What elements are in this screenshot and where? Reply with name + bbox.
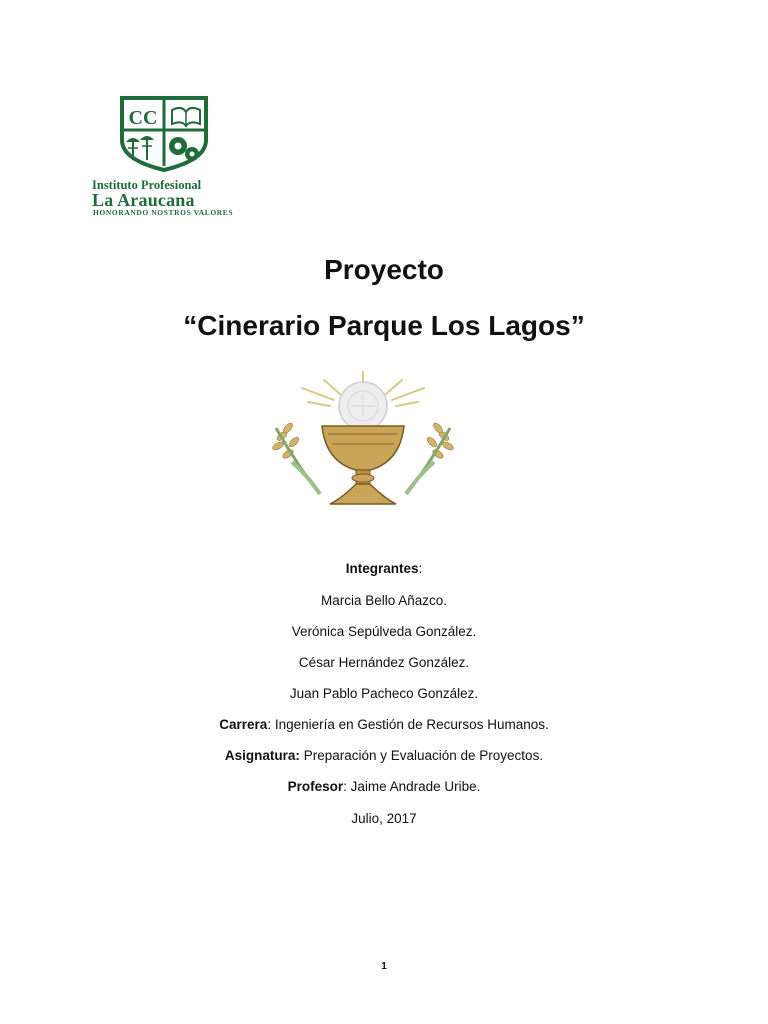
subject-value: Preparación y Evaluación de Proyectos. — [299, 748, 544, 763]
institution-logo — [92, 96, 240, 220]
subject-label: Asignatura: — [224, 748, 300, 763]
logo-institution-type: Instituto Profesional — [92, 178, 202, 192]
logo-motto: HONORANDO NOSTROS VALORES — [93, 208, 234, 217]
members-heading — [0, 561, 768, 576]
professor-label: Profesor — [287, 779, 344, 794]
professor-value: : Jaime Andrade Uribe. — [343, 779, 481, 794]
members-label: Integrantes — [345, 561, 419, 576]
member-name: Marcia Bello Añazco. — [320, 593, 448, 608]
subject-line — [0, 748, 768, 763]
chalice-icon — [258, 366, 468, 512]
document-title: Proyecto — [324, 254, 444, 285]
document-date: Julio, 2017 — [351, 811, 417, 826]
member-name: Juan Pablo Pacheco González. — [289, 686, 479, 701]
page-number: 1 — [381, 961, 387, 972]
career-line — [0, 717, 768, 732]
career-value: : Ingeniería en Gestión de Recursos Humanos. — [267, 717, 549, 732]
member-name: César Hernández González. — [298, 655, 470, 670]
svg-text:CC: CC — [128, 107, 158, 129]
professor-line — [0, 779, 768, 794]
member-name: Verónica Sepúlveda González. — [291, 624, 477, 639]
shield-icon — [120, 96, 208, 172]
project-name: “Cinerario Parque Los Lagos” — [183, 310, 585, 341]
career-label: Carrera — [219, 717, 268, 732]
members-label-colon: : — [418, 561, 423, 576]
logo-institution-name: La Araucana — [92, 190, 195, 210]
